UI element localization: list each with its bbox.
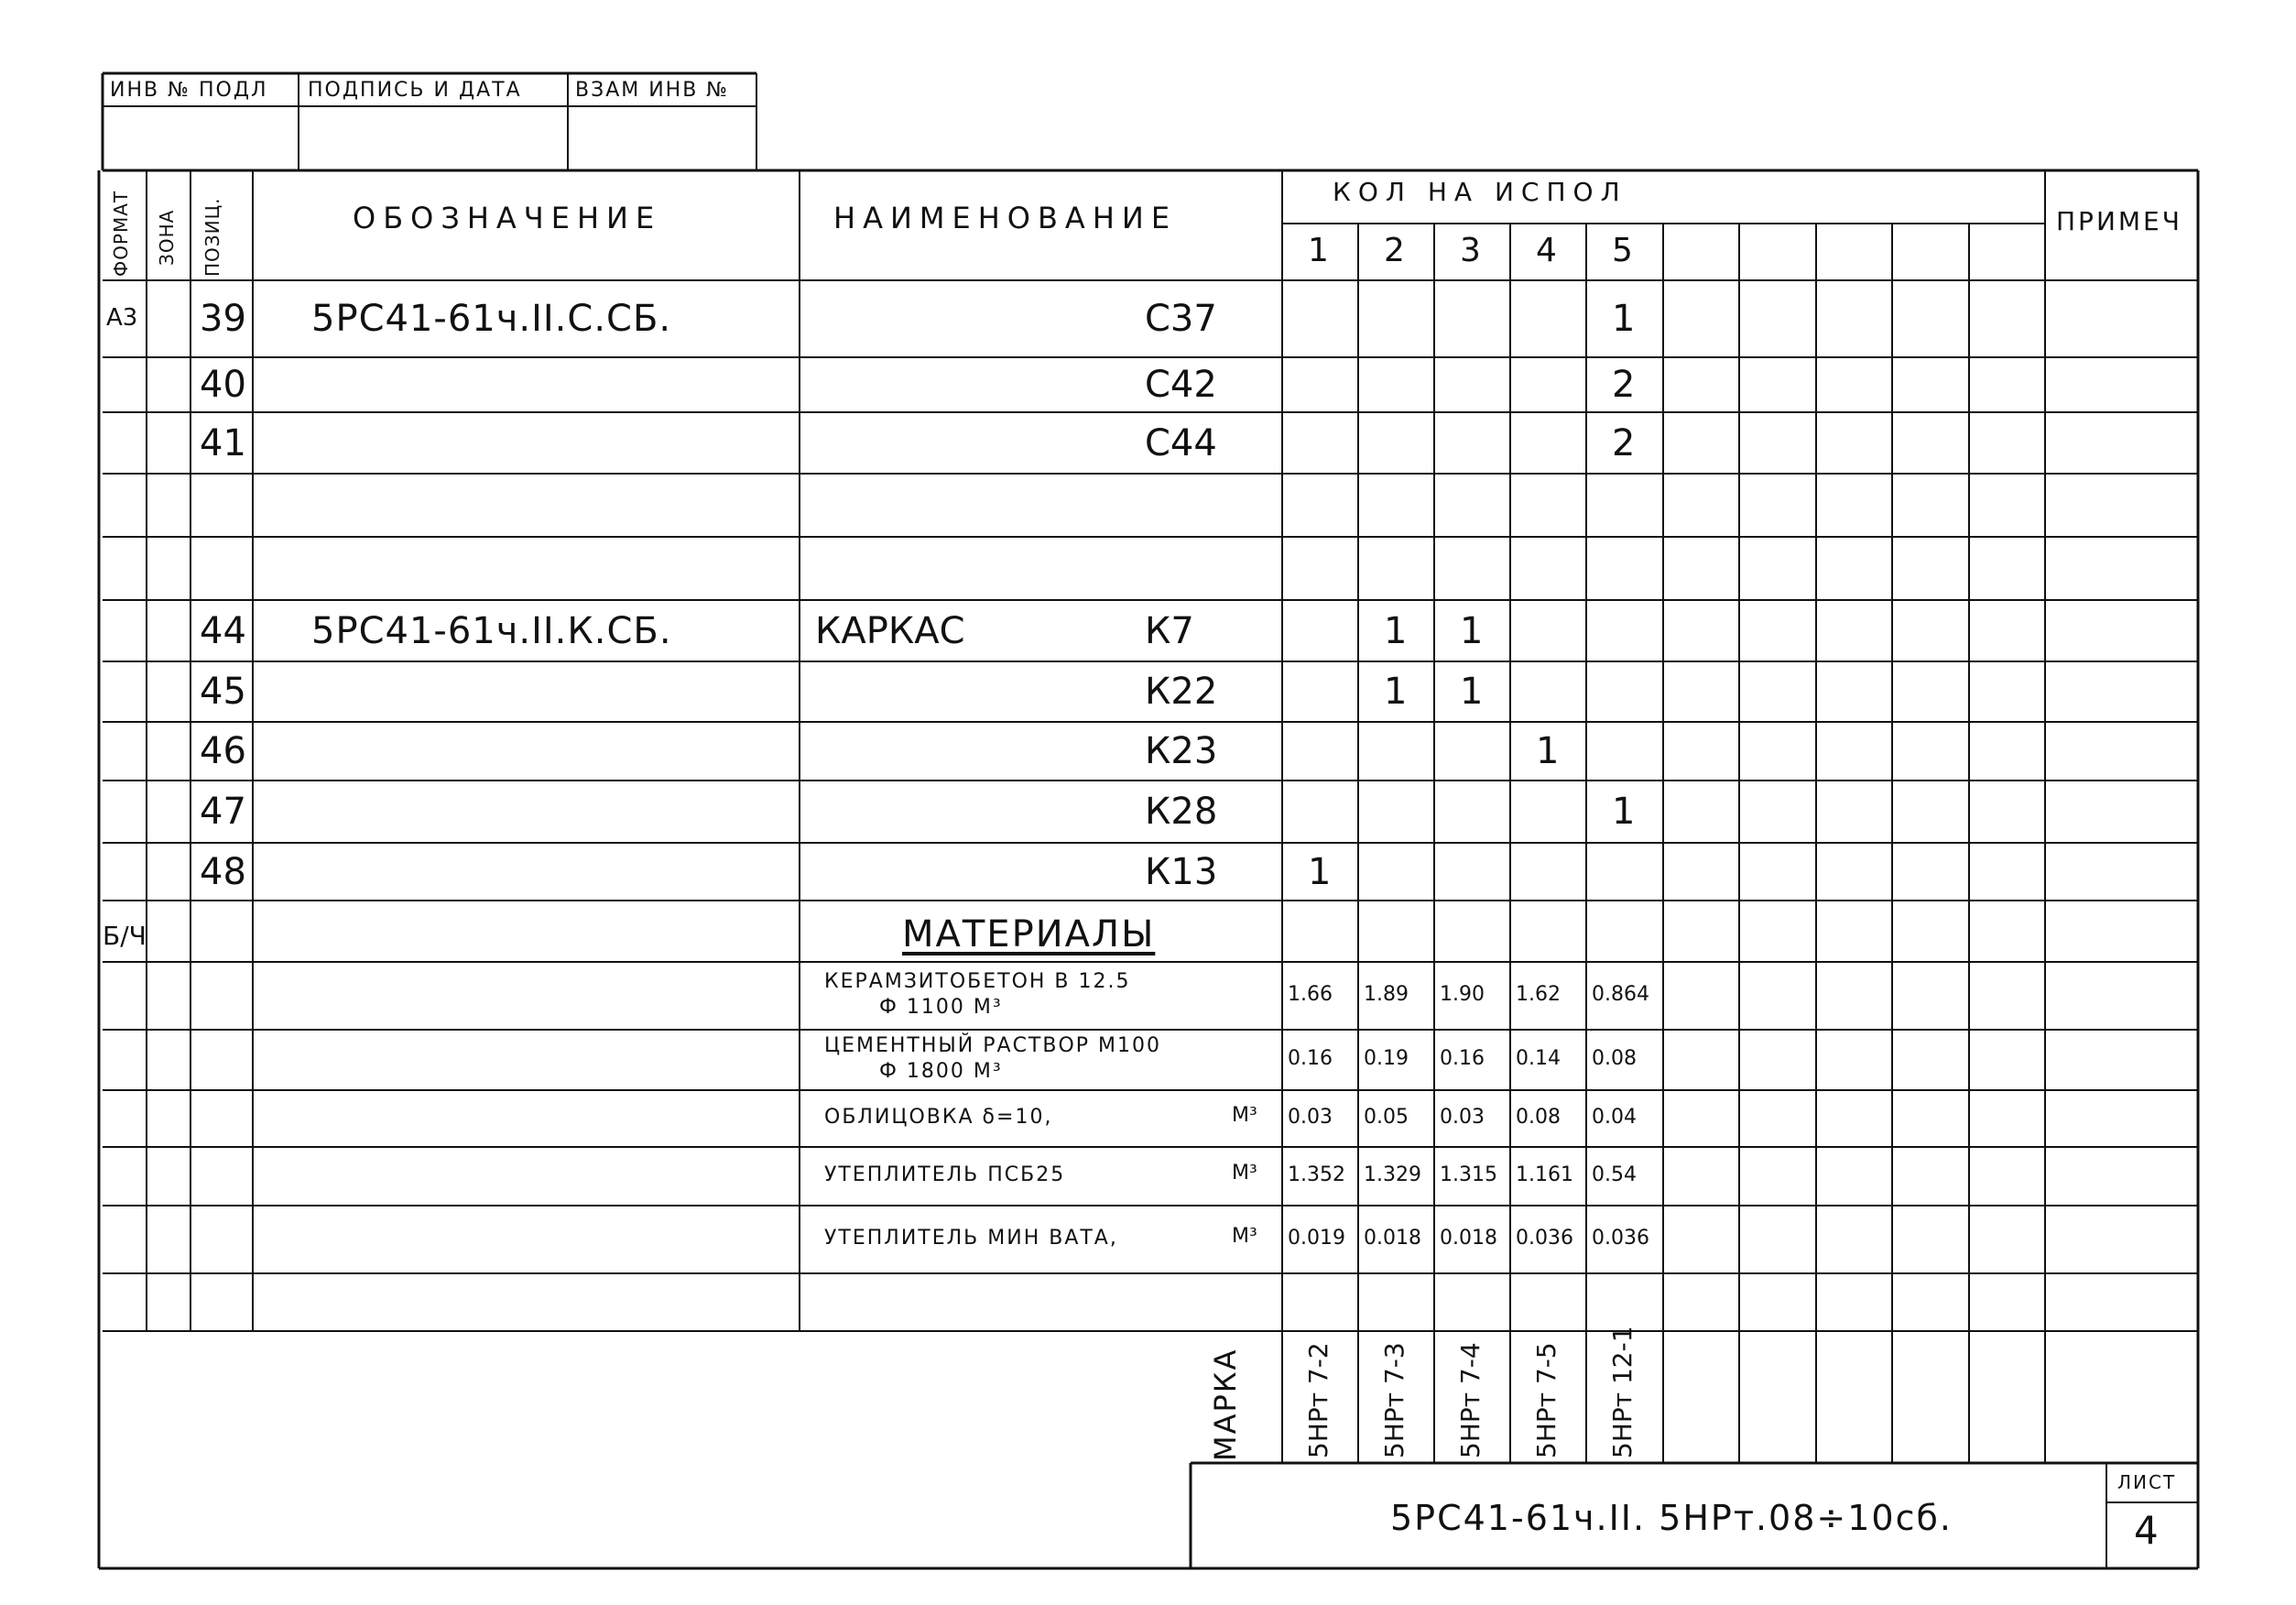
material-quantity: 0.05 — [1364, 1106, 1409, 1129]
material-quantity: 0.018 — [1364, 1227, 1421, 1250]
row-mark: К7 — [1145, 609, 1194, 652]
material-quantity: 1.90 — [1440, 983, 1485, 1006]
row-quantity: 1 — [1308, 850, 1332, 893]
material-quantity: 0.864 — [1592, 983, 1649, 1006]
material-quantity: 0.036 — [1516, 1227, 1573, 1250]
row-position: 39 — [200, 298, 246, 340]
row-name: КАРКАС — [815, 609, 965, 652]
material-quantity: 0.018 — [1440, 1227, 1497, 1250]
material-quantity: 0.08 — [1516, 1106, 1561, 1129]
material-name: УТЕПЛИТЕЛЬ МИН ВАТА, — [824, 1227, 1118, 1250]
material-quantity: 0.03 — [1440, 1106, 1485, 1129]
marka-value: 5НРт 7-4 — [1455, 1342, 1485, 1458]
marka-label: МАРКА — [1208, 1348, 1243, 1461]
material-quantity: 0.036 — [1592, 1227, 1649, 1250]
material-quantity: 1.352 — [1288, 1163, 1345, 1186]
material-quantity: 0.04 — [1592, 1106, 1637, 1129]
material-quantity: 1.329 — [1364, 1163, 1421, 1186]
row-position: 41 — [200, 421, 246, 464]
row-quantity: 2 — [1612, 421, 1636, 464]
quantity-column-number: 2 — [1384, 232, 1405, 269]
podpis-data-label: ПОДПИСЬ И ДАТА — [308, 79, 522, 102]
row-mark: К13 — [1145, 850, 1218, 893]
quantity-column-number: 4 — [1536, 232, 1557, 269]
quantity-column-number: 1 — [1308, 232, 1329, 269]
header-oboznachenie: ОБОЗНАЧЕНИЕ — [353, 201, 662, 235]
row-position: 48 — [200, 850, 246, 893]
row-position: 44 — [200, 609, 246, 652]
header-poz: ПОЗИЦ. — [201, 197, 223, 277]
row-quantity: 1 — [1612, 298, 1636, 340]
sheet-label: ЛИСТ — [2117, 1471, 2177, 1493]
row-quantity: 2 — [1612, 364, 1636, 406]
material-density: Ф 1800 М³ — [879, 1060, 1003, 1083]
row-mark: К22 — [1145, 671, 1218, 713]
material-unit: М³ — [1232, 1104, 1257, 1127]
materials-title: МАТЕРИАЛЫ — [902, 913, 1156, 955]
header-primech: ПРИМЕЧ — [2056, 206, 2182, 236]
row-mark: С37 — [1145, 298, 1217, 340]
row-position: 46 — [200, 730, 246, 772]
row-quantity: 1 — [1460, 609, 1484, 652]
material-quantity: 1.66 — [1288, 983, 1333, 1006]
marka-value: 5НРт 7-2 — [1303, 1342, 1333, 1458]
marka-value: 5НРт 7-3 — [1379, 1342, 1409, 1458]
material-quantity: 0.03 — [1288, 1106, 1333, 1129]
material-quantity: 0.54 — [1592, 1163, 1637, 1186]
material-quantity: 1.161 — [1516, 1163, 1573, 1186]
material-quantity: 0.14 — [1516, 1047, 1561, 1070]
material-quantity: 0.16 — [1440, 1047, 1485, 1070]
header-zona: ЗОНА — [156, 209, 178, 266]
row-quantity: 1 — [1384, 609, 1408, 652]
header-format: ФОРМАТ — [110, 190, 132, 277]
row-position: 47 — [200, 791, 246, 833]
quantity-column-number: 3 — [1460, 232, 1481, 269]
header-kol-na-ispol: КОЛ НА ИСПОЛ — [1333, 177, 1627, 207]
vzam-inv-label: ВЗАМ ИНВ № — [575, 79, 730, 102]
material-quantity: 1.315 — [1440, 1163, 1497, 1186]
row-quantity: 1 — [1612, 791, 1636, 833]
row-designation: 5РС41-61ч.II.К.СБ. — [311, 609, 672, 652]
material-quantity: 0.19 — [1364, 1047, 1409, 1070]
sheet-number: 4 — [2134, 1508, 2159, 1553]
marka-value: 5НРт 12-1 — [1607, 1326, 1638, 1458]
row-position: 40 — [200, 364, 246, 406]
header-naimenovanie: НАИМЕНОВАНИЕ — [833, 201, 1178, 235]
row-quantity: 1 — [1536, 730, 1560, 772]
row-mark: С42 — [1145, 364, 1217, 406]
row-format: А3 — [106, 304, 138, 332]
inv-podl-label: ИНВ № ПОДЛ — [110, 79, 268, 102]
row-designation: 5РС41-61ч.II.С.СБ. — [311, 298, 672, 340]
material-name: ЦЕМЕНТНЫЙ РАСТВОР М100 — [824, 1034, 1162, 1057]
material-density: Ф 1100 М³ — [879, 996, 1003, 1019]
material-quantity: 0.16 — [1288, 1047, 1333, 1070]
row-mark: С44 — [1145, 421, 1217, 464]
material-name: ОБЛИЦОВКА δ=10, — [824, 1106, 1053, 1129]
title-designation: 5РС41-61ч.II. 5НРт.08÷10сб. — [1390, 1498, 1953, 1538]
row-quantity: 1 — [1460, 671, 1484, 713]
row-mark: К23 — [1145, 730, 1218, 772]
materials-format: Б/Ч — [103, 921, 147, 951]
material-quantity: 1.62 — [1516, 983, 1561, 1006]
material-unit: М³ — [1232, 1162, 1257, 1185]
quantity-column-number: 5 — [1612, 232, 1633, 269]
material-name: КЕРАМЗИТОБЕТОН В 12.5 — [824, 970, 1131, 993]
row-mark: К28 — [1145, 791, 1218, 833]
material-quantity: 0.08 — [1592, 1047, 1637, 1070]
material-unit: М³ — [1232, 1225, 1257, 1248]
marka-value: 5НРт 7-5 — [1531, 1342, 1561, 1458]
row-position: 45 — [200, 671, 246, 713]
row-quantity: 1 — [1384, 671, 1408, 713]
material-name: УТЕПЛИТЕЛЬ ПСБ25 — [824, 1163, 1066, 1186]
material-quantity: 0.019 — [1288, 1227, 1345, 1250]
material-quantity: 1.89 — [1364, 983, 1409, 1006]
